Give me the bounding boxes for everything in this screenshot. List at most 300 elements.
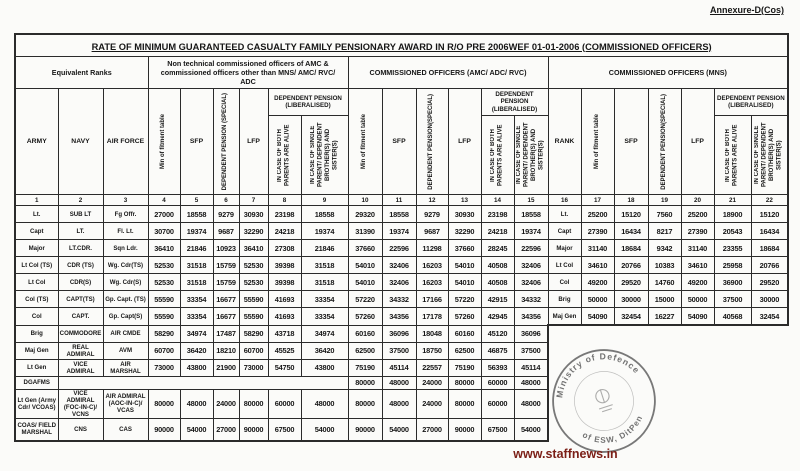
value-cell: 34974 <box>180 325 213 342</box>
army-rank-cell: Lt Col (TS) <box>15 257 58 274</box>
value-cell: 42945 <box>481 308 514 326</box>
value-cell: 43718 <box>268 325 301 342</box>
column-number: 1 <box>15 195 58 206</box>
value-cell: 29520 <box>614 274 648 291</box>
value-cell: 16677 <box>213 291 239 308</box>
navy-rank-cell: CNS <box>58 418 103 441</box>
value-cell: 39398 <box>268 257 301 274</box>
value-cell: 7560 <box>648 206 681 223</box>
value-cell: 21900 <box>213 359 239 376</box>
army-rank-cell: Lt Gen <box>15 359 58 376</box>
value-cell: 54010 <box>448 257 481 274</box>
value-cell: 57220 <box>448 291 481 308</box>
value-cell: 49200 <box>581 274 614 291</box>
value-cell: 32290 <box>239 223 268 240</box>
value-cell: 34332 <box>382 291 416 308</box>
value-cell: 15759 <box>213 257 239 274</box>
group-header-non-technical-amc: Non technical commissioned officers of AMC & commissioned officers other than MNS/ AMC/ RVC/ ADC <box>148 57 348 89</box>
col-header-sfp-1: SFP <box>180 89 213 195</box>
table-row <box>15 308 788 326</box>
navy-rank-cell: CDR (TS) <box>58 257 103 274</box>
value-cell: 58290 <box>148 325 180 342</box>
value-cell: 16227 <box>648 308 681 326</box>
value-cell: 62500 <box>448 342 481 359</box>
value-cell: 24000 <box>416 376 448 389</box>
value-cell: 75190 <box>348 359 382 376</box>
value-cell: 60700 <box>239 342 268 359</box>
column-number: 12 <box>416 195 448 206</box>
navy-rank-cell: LT.CDR. <box>58 240 103 257</box>
value-cell: 80000 <box>239 389 268 418</box>
value-cell: 15120 <box>751 206 788 223</box>
value-cell: 34332 <box>514 291 548 308</box>
air-force-rank-cell: Fg Offr. <box>103 206 148 223</box>
table-row <box>15 291 788 308</box>
value-cell: 22596 <box>514 240 548 257</box>
value-cell: 56393 <box>481 359 514 376</box>
value-cell: 80000 <box>448 376 481 389</box>
col-header-both-parents-3: IN CASE OF BOTH PARENTS ARE ALIVE <box>714 116 751 195</box>
value-cell: 27390 <box>581 223 614 240</box>
value-cell: 27390 <box>681 223 714 240</box>
value-cell: 27000 <box>416 418 448 441</box>
column-number: 2 <box>58 195 103 206</box>
value-cell: 45114 <box>382 359 416 376</box>
value-cell: 22596 <box>382 240 416 257</box>
value-cell: 16434 <box>614 223 648 240</box>
stamp-text-top: Ministry of Defence <box>554 351 642 399</box>
value-cell: 11298 <box>416 240 448 257</box>
value-cell: 9687 <box>213 223 239 240</box>
value-cell: 31140 <box>581 240 614 257</box>
col-header-sfp-3: SFP <box>614 89 648 195</box>
value-cell: 54000 <box>382 418 416 441</box>
column-number: 20 <box>681 195 714 206</box>
column-number: 8 <box>268 195 301 206</box>
value-cell: 34610 <box>581 257 614 274</box>
col-header-dep-liberalised-1: DEPENDENT PENSION (LIBERALISED) <box>268 89 348 116</box>
navy-rank-cell: VICE ADMIRAL <box>58 359 103 376</box>
value-cell: 34610 <box>681 257 714 274</box>
value-cell: 52530 <box>148 257 180 274</box>
value-cell: 30930 <box>239 206 268 223</box>
col-header-navy: NAVY <box>58 89 103 195</box>
value-cell: 52530 <box>239 274 268 291</box>
group-header-row <box>15 57 788 89</box>
value-cell: 55590 <box>239 291 268 308</box>
value-cell: 34974 <box>301 325 348 342</box>
value-cell: 32406 <box>514 257 548 274</box>
ministry-stamp <box>548 345 660 457</box>
air-force-rank-cell: AIR ADMIRAL (AOC-IN-C)/ VCAS <box>103 389 148 418</box>
column-number: 11 <box>382 195 416 206</box>
navy-rank-cell: SUB LT <box>58 206 103 223</box>
value-cell: 10923 <box>213 240 239 257</box>
value-cell: 25958 <box>714 257 751 274</box>
air-force-rank-cell: AVM <box>103 342 148 359</box>
value-cell: 67500 <box>481 418 514 441</box>
mns-rank-cell: Brig <box>548 291 581 308</box>
value-cell: 41693 <box>268 291 301 308</box>
navy-rank-cell: CAPT. <box>58 308 103 326</box>
value-cell: 46875 <box>481 342 514 359</box>
value-cell: 18558 <box>301 206 348 223</box>
col-header-dep-special-2: DEPENDENT PENSION(SPECIAL) <box>416 89 448 195</box>
pension-rate-table <box>14 33 789 442</box>
value-cell: 37660 <box>448 240 481 257</box>
value-cell: 45120 <box>481 325 514 342</box>
value-cell: 90000 <box>239 418 268 441</box>
col-header-rank: RANK <box>548 89 581 195</box>
column-number: 14 <box>481 195 514 206</box>
column-number: 7 <box>239 195 268 206</box>
col-header-min-fitment-1: Min of fitment table <box>148 89 180 195</box>
value-cell: 31518 <box>301 257 348 274</box>
navy-rank-cell: CDR(S) <box>58 274 103 291</box>
col-header-both-parents-1: IN CASE OF BOTH PARENTS ARE ALIVE <box>268 116 301 195</box>
table-row <box>15 223 788 240</box>
mns-rank-cell: Capt <box>548 223 581 240</box>
value-cell: 32406 <box>514 274 548 291</box>
value-cell: 45114 <box>514 359 548 376</box>
blank-merged-cell <box>58 376 348 389</box>
air-force-rank-cell: CAS <box>103 418 148 441</box>
col-header-lfp-3: LFP <box>681 89 714 195</box>
column-number: 19 <box>648 195 681 206</box>
value-cell: 30000 <box>614 291 648 308</box>
value-cell: 9279 <box>416 206 448 223</box>
value-cell: 23198 <box>268 206 301 223</box>
value-cell: 16434 <box>751 223 788 240</box>
value-cell: 37500 <box>714 291 751 308</box>
stamp-text-bottom: of ESW, DitPen <box>580 413 645 445</box>
army-rank-cell: Brig <box>15 325 58 342</box>
value-cell: 57220 <box>348 291 382 308</box>
army-rank-cell: COAS/ FIELD MARSHAL <box>15 418 58 441</box>
value-cell: 40508 <box>481 274 514 291</box>
value-cell: 37660 <box>348 240 382 257</box>
army-rank-cell: Lt Gen (Army Cdr/ VCOAS) <box>15 389 58 418</box>
column-number: 3 <box>103 195 148 206</box>
page-title: RATE OF MINIMUM GUARANTEED CASUALTY FAMILY PENSIONARY AWARD IN R/O PRE 2006WEF 01-01-2006 (COMMISSIONED OFFICERS) <box>91 41 712 52</box>
value-cell: 30000 <box>751 291 788 308</box>
value-cell: 36410 <box>239 240 268 257</box>
col-header-army: ARMY <box>15 89 58 195</box>
value-cell: 20543 <box>714 223 751 240</box>
value-cell: 33354 <box>301 308 348 326</box>
value-cell: 40568 <box>714 308 751 326</box>
army-rank-cell: Col <box>15 308 58 326</box>
value-cell: 18684 <box>751 240 788 257</box>
value-cell: 16677 <box>213 308 239 326</box>
value-cell: 14760 <box>648 274 681 291</box>
value-cell: 32454 <box>614 308 648 326</box>
value-cell: 48000 <box>180 389 213 418</box>
value-cell: 60160 <box>348 325 382 342</box>
value-cell: 52530 <box>239 257 268 274</box>
column-number: 22 <box>751 195 788 206</box>
value-cell: 19374 <box>301 223 348 240</box>
value-cell: 58290 <box>239 325 268 342</box>
value-cell: 60160 <box>448 325 481 342</box>
value-cell: 29320 <box>348 206 382 223</box>
value-cell: 27000 <box>213 418 239 441</box>
value-cell: 54090 <box>681 308 714 326</box>
value-cell: 29520 <box>751 274 788 291</box>
value-cell: 90000 <box>348 418 382 441</box>
value-cell: 54010 <box>348 257 382 274</box>
value-cell: 30700 <box>148 223 180 240</box>
army-rank-cell: Lt Col <box>15 274 58 291</box>
group-header-amc-adc-rvc: COMMISSIONED OFFICERS (AMC/ ADC/ RVC) <box>348 57 548 89</box>
air-force-rank-cell: Gp. Capt. (TS) <box>103 291 148 308</box>
value-cell: 33354 <box>180 291 213 308</box>
value-cell: 48000 <box>382 389 416 418</box>
table-row <box>15 257 788 274</box>
value-cell: 23355 <box>714 240 751 257</box>
column-number: 17 <box>581 195 614 206</box>
value-cell: 9279 <box>213 206 239 223</box>
value-cell: 37500 <box>514 342 548 359</box>
col-header-dep-special-3: DEPENDENT PENSION(SPECIAL) <box>648 89 681 195</box>
value-cell: 32290 <box>448 223 481 240</box>
value-cell: 27308 <box>268 240 301 257</box>
col-header-min-fitment-2: Min of fitment table <box>348 89 382 195</box>
value-cell: 55590 <box>148 291 180 308</box>
value-cell: 25200 <box>681 206 714 223</box>
value-cell: 42915 <box>481 291 514 308</box>
value-cell: 73000 <box>148 359 180 376</box>
col-header-single-parent-1: IN CASE OF SINGLE PARENT/ DEPENDENT BROTHER(S) AND SISTER(S) <box>301 116 348 195</box>
value-cell: 21846 <box>180 240 213 257</box>
value-cell: 54000 <box>301 418 348 441</box>
value-cell: 48000 <box>514 376 548 389</box>
value-cell: 25200 <box>581 206 614 223</box>
value-cell: 50000 <box>581 291 614 308</box>
col-header-dep-special-1: DEPENDENT PENSION (SPECIAL) <box>213 89 239 195</box>
value-cell: 31390 <box>348 223 382 240</box>
value-cell: 43800 <box>301 359 348 376</box>
table-row <box>15 206 788 223</box>
value-cell: 19374 <box>514 223 548 240</box>
value-cell: 36420 <box>301 342 348 359</box>
army-rank-cell: DGAFMS <box>15 376 58 389</box>
mns-rank-cell: Major <box>548 240 581 257</box>
navy-rank-cell: CAPT(TS) <box>58 291 103 308</box>
table-row <box>15 325 788 342</box>
value-cell: 36410 <box>148 240 180 257</box>
value-cell: 40508 <box>481 257 514 274</box>
value-cell: 80000 <box>448 389 481 418</box>
value-cell: 52530 <box>148 274 180 291</box>
mns-rank-cell: Lt. <box>548 206 581 223</box>
navy-rank-cell: LT. <box>58 223 103 240</box>
table-row <box>15 342 788 359</box>
value-cell: 41693 <box>268 308 301 326</box>
value-cell: 67500 <box>268 418 301 441</box>
value-cell: 36096 <box>514 325 548 342</box>
navy-rank-cell: VICE ADMIRAL (FOC-IN-C)/ VCNS <box>58 389 103 418</box>
title-cell <box>15 34 788 57</box>
table-row <box>15 389 788 418</box>
value-cell: 33354 <box>180 308 213 326</box>
value-cell: 19374 <box>382 223 416 240</box>
website-watermark: www.staffnews.in <box>513 447 618 461</box>
value-cell: 32406 <box>382 257 416 274</box>
navy-rank-cell: COMMODORE <box>58 325 103 342</box>
value-cell: 18210 <box>213 342 239 359</box>
value-cell: 31518 <box>180 257 213 274</box>
column-number: 13 <box>448 195 481 206</box>
value-cell: 50000 <box>681 291 714 308</box>
value-cell: 18900 <box>714 206 751 223</box>
value-cell: 54000 <box>180 418 213 441</box>
value-cell: 55590 <box>148 308 180 326</box>
value-cell: 15120 <box>614 206 648 223</box>
army-rank-cell: Maj Gen <box>15 342 58 359</box>
group-header-mns: COMMISSIONED OFFICERS (MNS) <box>548 57 788 89</box>
column-number: 9 <box>301 195 348 206</box>
value-cell: 60000 <box>481 389 514 418</box>
value-cell: 24218 <box>481 223 514 240</box>
army-rank-cell: Lt. <box>15 206 58 223</box>
column-number: 5 <box>180 195 213 206</box>
value-cell: 18750 <box>416 342 448 359</box>
value-cell: 75190 <box>448 359 481 376</box>
value-cell: 31518 <box>301 274 348 291</box>
column-number-row <box>15 195 788 206</box>
mns-rank-cell: Lt Col <box>548 257 581 274</box>
col-header-dep-liberalised-2: DEPENDENT PENSION (LIBERALISED) <box>481 89 548 116</box>
value-cell: 60700 <box>148 342 180 359</box>
value-cell: 48000 <box>514 389 548 418</box>
value-cell: 24000 <box>213 389 239 418</box>
value-cell: 60000 <box>481 376 514 389</box>
value-cell: 54750 <box>268 359 301 376</box>
value-cell: 37500 <box>382 342 416 359</box>
column-number: 10 <box>348 195 382 206</box>
value-cell: 80000 <box>148 389 180 418</box>
mns-rank-cell: Col <box>548 274 581 291</box>
air-force-rank-cell: Wg. Cdr(S) <box>103 274 148 291</box>
value-cell: 48000 <box>382 376 416 389</box>
value-cell: 49200 <box>681 274 714 291</box>
value-cell: 18558 <box>382 206 416 223</box>
value-cell: 80000 <box>348 376 382 389</box>
col-header-lfp-2: LFP <box>448 89 481 195</box>
value-cell: 73000 <box>239 359 268 376</box>
value-cell: 15759 <box>213 274 239 291</box>
value-cell: 54090 <box>581 308 614 326</box>
value-cell: 54010 <box>448 274 481 291</box>
value-cell: 90000 <box>448 418 481 441</box>
value-cell: 57260 <box>448 308 481 326</box>
air-force-rank-cell: AIR MARSHAL <box>103 359 148 376</box>
value-cell: 48000 <box>301 389 348 418</box>
value-cell: 16203 <box>416 274 448 291</box>
col-header-dep-liberalised-3: DEPENDENT PENSION (LIBERALISED) <box>714 89 788 116</box>
air-force-rank-cell: Gp. Capt(S) <box>103 308 148 326</box>
value-cell: 60000 <box>268 389 301 418</box>
table-row <box>15 418 788 441</box>
value-cell: 18558 <box>514 206 548 223</box>
value-cell: 17178 <box>416 308 448 326</box>
value-cell: 36096 <box>382 325 416 342</box>
col-header-both-parents-2: IN CASE OF BOTH PARENTS ARE ALIVE <box>481 116 514 195</box>
col-header-min-fitment-3: Min of fitment table <box>581 89 614 195</box>
value-cell: 62500 <box>348 342 382 359</box>
value-cell: 10383 <box>648 257 681 274</box>
value-cell: 15000 <box>648 291 681 308</box>
value-cell: 32406 <box>382 274 416 291</box>
value-cell: 54000 <box>514 418 548 441</box>
value-cell: 31140 <box>681 240 714 257</box>
value-cell: 57260 <box>348 308 382 326</box>
air-force-rank-cell: Fl. Lt. <box>103 223 148 240</box>
value-cell: 16203 <box>416 257 448 274</box>
value-cell: 33354 <box>301 291 348 308</box>
value-cell: 54010 <box>348 274 382 291</box>
value-cell: 31518 <box>180 274 213 291</box>
air-force-rank-cell: AIR CMDE <box>103 325 148 342</box>
column-number: 16 <box>548 195 581 206</box>
column-number: 15 <box>514 195 548 206</box>
army-rank-cell: Col (TS) <box>15 291 58 308</box>
value-cell: 45525 <box>268 342 301 359</box>
col-header-lfp-1: LFP <box>239 89 268 195</box>
value-cell: 36900 <box>714 274 751 291</box>
navy-rank-cell: REAL ADMIRAL <box>58 342 103 359</box>
army-rank-cell: Capt <box>15 223 58 240</box>
value-cell: 8217 <box>648 223 681 240</box>
air-force-rank-cell: Wg. Cdr(TS) <box>103 257 148 274</box>
value-cell: 39398 <box>268 274 301 291</box>
value-cell: 80000 <box>348 389 382 418</box>
value-cell: 55590 <box>239 308 268 326</box>
value-cell: 43800 <box>180 359 213 376</box>
table-row <box>15 376 788 389</box>
value-cell: 9687 <box>416 223 448 240</box>
value-cell: 18684 <box>614 240 648 257</box>
value-cell: 34356 <box>382 308 416 326</box>
column-number: 21 <box>714 195 751 206</box>
value-cell: 21846 <box>301 240 348 257</box>
value-cell: 90000 <box>148 418 180 441</box>
value-cell: 20766 <box>751 257 788 274</box>
value-cell: 17487 <box>213 325 239 342</box>
value-cell: 30930 <box>448 206 481 223</box>
col-header-single-parent-2: IN CASE OF SINGLE PARENT/ DEPENDENT BROTHER(S) AND SISTER(S) <box>514 116 548 195</box>
value-cell: 27000 <box>148 206 180 223</box>
value-cell: 17166 <box>416 291 448 308</box>
column-header-row <box>15 89 788 116</box>
value-cell: 9342 <box>648 240 681 257</box>
air-force-rank-cell: Sqn Ldr. <box>103 240 148 257</box>
value-cell: 32454 <box>751 308 788 326</box>
army-rank-cell: Major <box>15 240 58 257</box>
value-cell: 24000 <box>416 389 448 418</box>
value-cell: 22557 <box>416 359 448 376</box>
title-row <box>15 34 788 57</box>
table-row <box>15 240 788 257</box>
value-cell: 24218 <box>268 223 301 240</box>
value-cell: 18048 <box>416 325 448 342</box>
value-cell: 28245 <box>481 240 514 257</box>
value-cell: 19374 <box>180 223 213 240</box>
value-cell: 36420 <box>180 342 213 359</box>
column-number: 18 <box>614 195 648 206</box>
col-header-air-force: AIR FORCE <box>103 89 148 195</box>
